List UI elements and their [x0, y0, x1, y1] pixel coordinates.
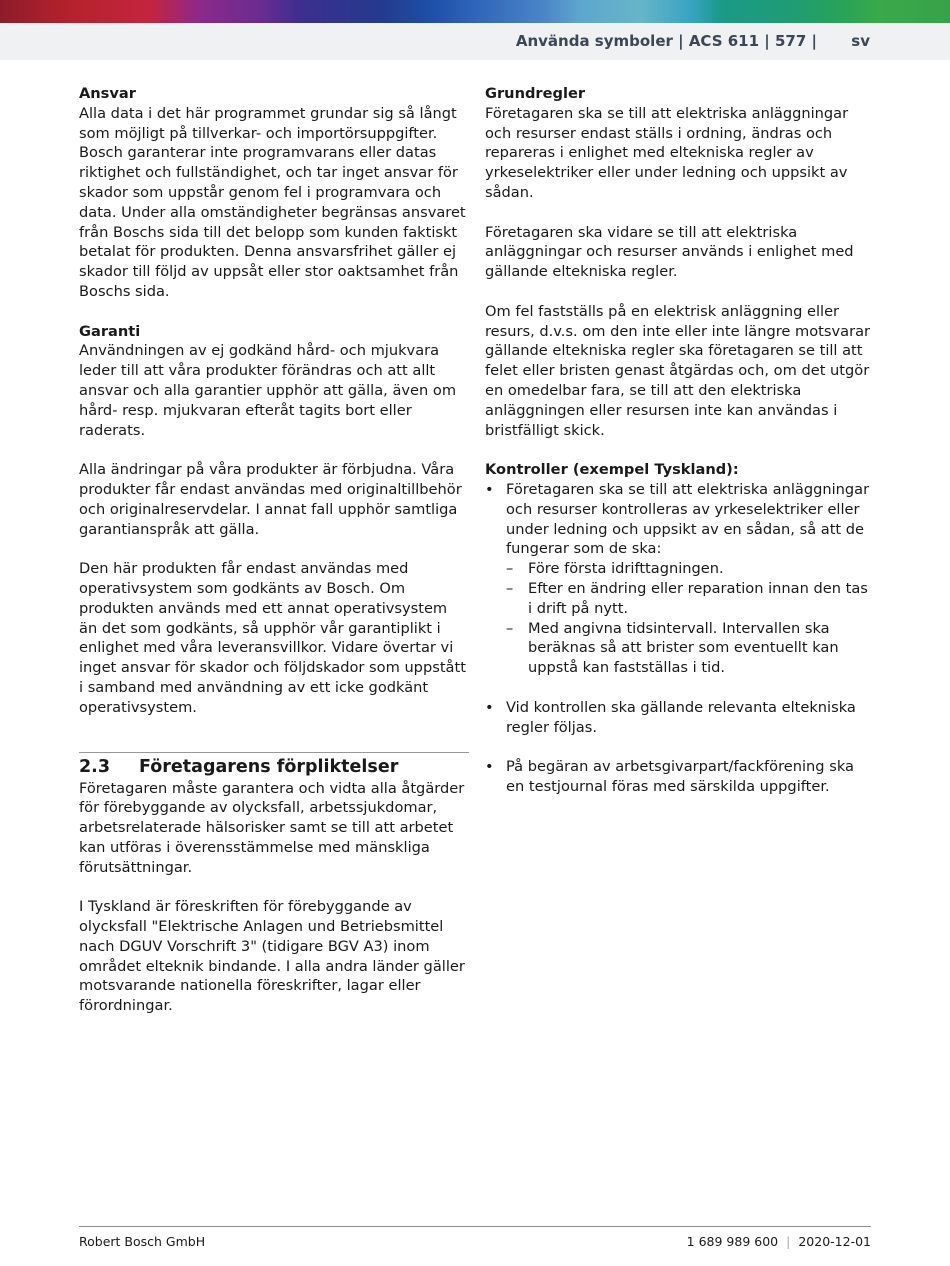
kontroller-heading: Kontroller (exempel Tyskland):: [485, 461, 739, 479]
kontroller-dash-list: [506, 559, 875, 678]
dash-item-2: – Efter en ändring eller reparation innan den tas i drift på nytt.: [506, 579, 875, 619]
footer-divider: [79, 1226, 871, 1227]
grundregler-heading: Grundregler: [485, 85, 586, 102]
grundregler-paragraph-3: Om fel fastställs på en elektrisk anläggning eller resurs, d.v.s. om den inte eller inte längre motsvarar gällande eltekniska regler ska företagaren se till att felet eller bristen genast åtgärdas och, om det utgör en omedelbar fara, se till att den elektriska anläggningen eller resursen inte kan användas i bristfälligt skick.: [485, 302, 871, 439]
header-title: Använda symboler | ACS 611 | 577 |: [515, 32, 817, 50]
kontroller-list: [485, 480, 875, 797]
garanti-heading: Garanti: [79, 322, 141, 340]
garanti-block: [79, 322, 469, 718]
ansvar-heading: Ansvar: [79, 85, 136, 102]
garanti-paragraph-1: Användningen av ej godkänd hård- och mjukvara leder till att våra produkter förändras och att allt ansvar och alla garantier upphör att gälla, även om hård- resp. mjukvaran efteråt tagits bort eller raderats.: [79, 342, 457, 439]
kontroller-bullet-3: • På begäran av arbetsgivarpart/fackförening ska en testjournal föras med särskilda uppgifter.: [485, 757, 875, 797]
ansvar-block: [79, 84, 469, 302]
garanti-paragraph-2: Alla ändringar på våra produkter är förbjudna. Våra produkter får endast användas med originaltillbehör och originalreservdelar. I annat fall upphör samtliga garantianspråk att gälla.: [79, 461, 462, 538]
brand-color-band: [0, 0, 950, 23]
kontroller-bullet-2: • Vid kontrollen ska gällande relevanta eltekniska regler följas.: [485, 698, 875, 738]
section-title: Företagarens förpliktelser: [139, 756, 399, 777]
left-column: [79, 84, 469, 1016]
dash-item-1: – Före första idrifttagningen.: [506, 559, 875, 579]
section-paragraph-1: Företagaren måste garantera och vidta alla åtgärder för förebyggande av olycksfall, arbetssjukdomar, arbetsrelaterade hälsorisker samt se till att arbetet kan utföras i överensstämmelse med mänskliga förutsättningar.: [79, 779, 465, 876]
section-paragraph-2: I Tyskland är föreskriften för förebyggande av olycksfall "Elektrische Anlagen und Betriebsmittel nach DGUV Vorschrift 3" (tidigare BGV A3) inom området elteknik bindande. I alla andra länder gäller motsvarande nationella föreskrifter, lagar eller förordningar.: [79, 898, 465, 1015]
footer-info: [687, 1234, 871, 1249]
garanti-paragraph-3: Den här produkten får endast användas med operativsystem som godkänts av Bosch. Om produkten används med ett annat operativsystem än det som godkänts, så upphör vår garantiplikt i enlighet med våra leveransvillkor. Vidare övertar vi inget ansvar för skador och följdskador som uppstått i samband med användning av ett icke godkänt operativsystem.: [79, 560, 466, 716]
header-language: sv: [851, 32, 870, 50]
footer-date: 2020-12-01: [798, 1234, 871, 1249]
page-header: [0, 23, 950, 60]
grundregler-paragraph-2: Företagaren ska vidare se till att elektriska anläggningar och resurser används i enlighet med gällande eltekniska regler.: [485, 223, 854, 281]
dash-item-3: – Med angivna tidsintervall. Intervallen ska beräknas så att brister som eventuellt kan uppstå kan fastställas i tid.: [506, 619, 875, 678]
footer-separator: |: [786, 1234, 791, 1249]
section-heading: [79, 752, 469, 779]
footer-document-number: 1 689 989 600: [686, 1234, 779, 1249]
grundregler-paragraph-1: Företagaren ska se till att elektriska anläggningar och resurser endast ställs i ordning, ändras och repareras i enlighet med eltekniska regler av yrkeselektriker eller under ledning och uppsikt av sådan.: [485, 104, 849, 201]
ansvar-text: Alla data i det här programmet grundar sig så långt som möjligt på tillverkar- och importörsuppgifter. Bosch garanterar inte programvarans eller datas riktighet och fullständighet, och tar inget ansvar för skador som uppstår genom fel i programvara och data. Under alla omständigheter begränsas ansvaret från Boschs sida till det belopp som kunden faktiskt betalat för produkten. Denna ansvarsfrihet gäller ej skador till följd av uppsåt eller stor oaktsamhet från Boschs sida.: [79, 104, 466, 300]
footer-company: Robert Bosch GmbH: [79, 1234, 206, 1249]
kontroller-bullet-1: [485, 480, 875, 678]
kontroller-bullet-1-text: Företagaren ska se till att elektriska anläggningar och resurser kontrolleras av yrkeselektriker eller under ledning och uppsikt av en sådan, så att de fungerar som de ska:: [506, 480, 870, 558]
section-number: 2.3: [79, 756, 111, 777]
right-column: [485, 84, 875, 797]
